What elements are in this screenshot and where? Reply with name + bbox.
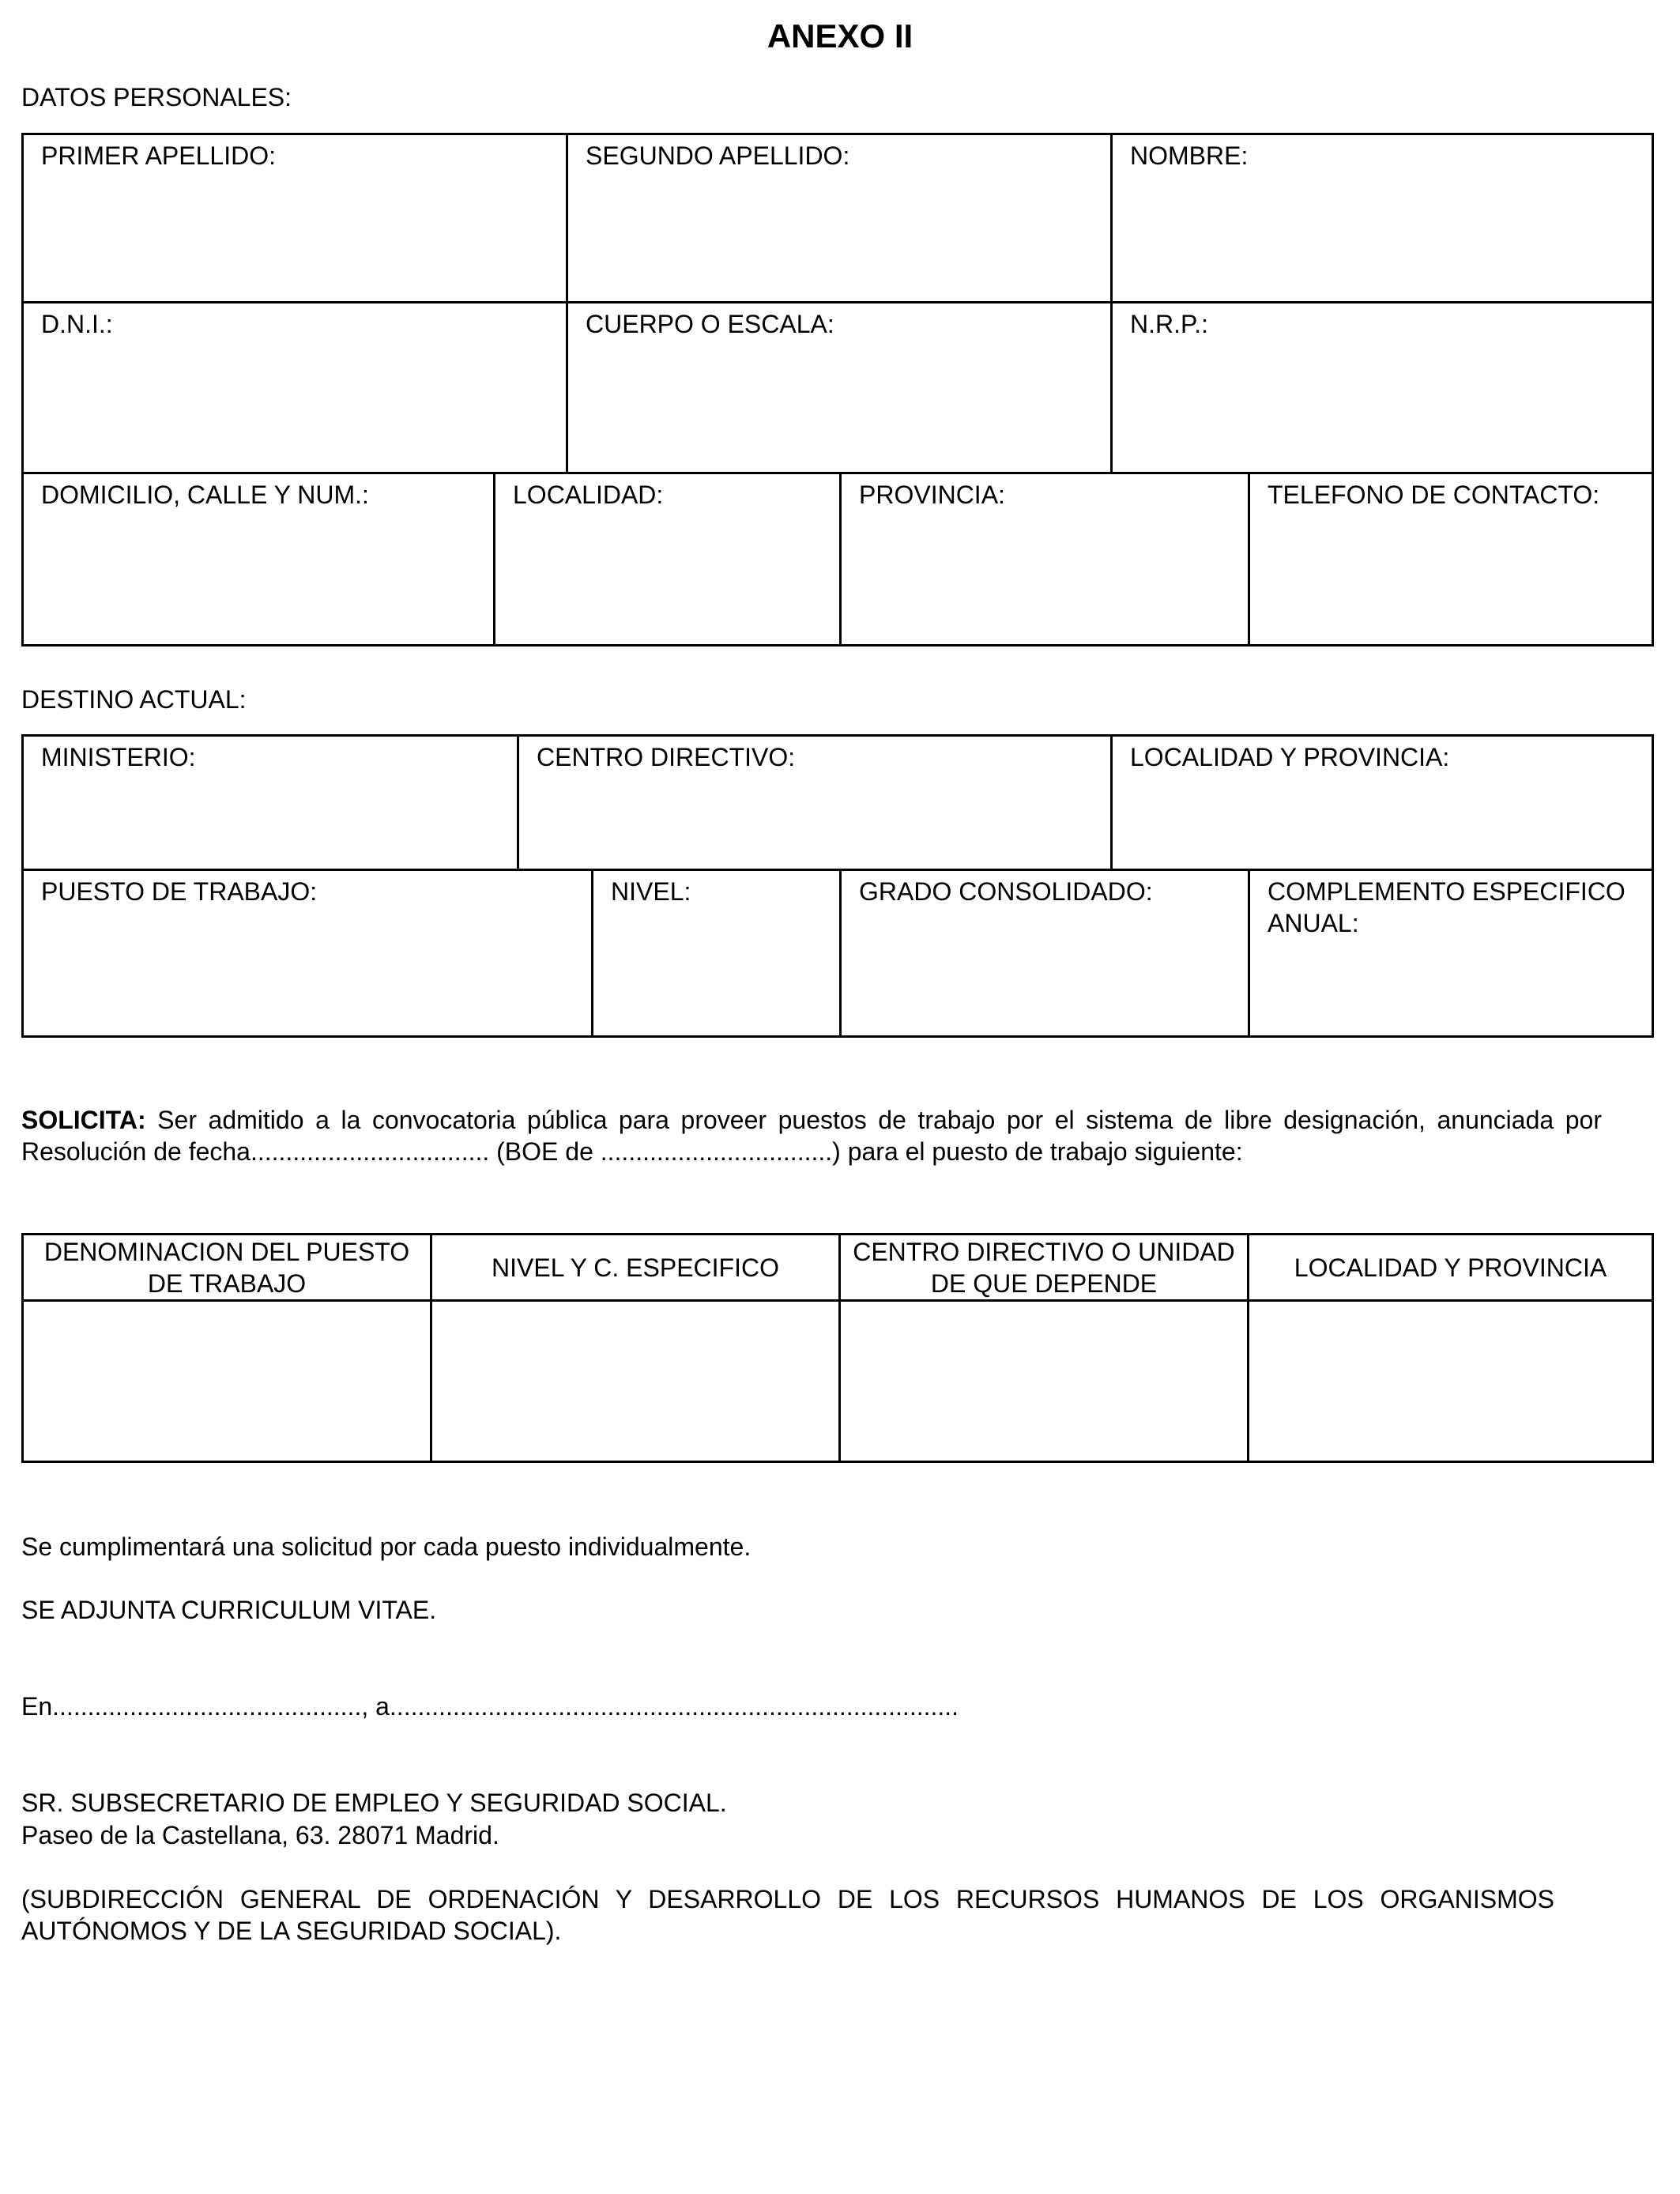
subdireccion-text: (SUBDIRECCIÓN GENERAL DE ORDENACIÓN Y DESARROLLO DE LOS RECURSOS HUMANOS DE LOS ORGANISMOS AUTÓNOMOS Y DE LA SEGURIDAD SOCIAL).	[21, 1885, 1554, 1945]
field-localidad[interactable]	[495, 474, 842, 644]
field-label: DOMICILIO, CALLE Y NUM.:	[41, 481, 369, 509]
field-label: LOCALIDAD:	[513, 481, 664, 509]
field-segundo-apellido[interactable]	[568, 135, 1113, 301]
field-label: D.N.I.:	[41, 310, 113, 338]
field-label: CUERPO O ESCALA:	[586, 310, 834, 338]
field-label: MINISTERIO:	[41, 743, 196, 771]
field-localidad-provincia[interactable]	[1113, 737, 1652, 869]
field-label: NIVEL:	[611, 877, 691, 906]
field-label: LOCALIDAD Y PROVINCIA:	[1130, 743, 1450, 771]
field-label: GRADO CONSOLIDADO:	[859, 877, 1153, 906]
addressee-line-1: SR. SUBSECRETARIO DE EMPLEO Y SEGURIDAD SOCIAL.	[21, 1789, 727, 1817]
field-label: CENTRO DIRECTIVO:	[537, 743, 796, 771]
field-label: COMPLEMENTO ESPECIFICO ANUAL:	[1268, 877, 1625, 937]
field-centro-directivo[interactable]	[519, 737, 1113, 869]
field-provincia[interactable]	[842, 474, 1250, 644]
field-nombre[interactable]	[1113, 135, 1652, 301]
field-label: SEGUNDO APELLIDO:	[586, 141, 850, 170]
place-date-line: En............................................, a.................................................................................	[21, 1692, 959, 1721]
field-label: N.R.P.:	[1130, 310, 1208, 338]
column-header: LOCALIDAD Y PROVINCIA	[1294, 1253, 1607, 1282]
column-header: NIVEL Y C. ESPECIFICO	[432, 1235, 841, 1299]
field-puesto-trabajo[interactable]	[24, 871, 593, 1035]
cell-centro-directivo[interactable]	[841, 1302, 1249, 1461]
field-label: TELEFONO DE CONTACTO:	[1268, 481, 1600, 509]
personal-row-2	[21, 303, 1654, 474]
field-nivel[interactable]	[593, 871, 842, 1035]
destino-row-2	[21, 871, 1654, 1038]
personal-data-table	[21, 133, 1654, 647]
addressee-line-2: Paseo de la Castellana, 63. 28071 Madrid.	[21, 1821, 499, 1849]
field-label: PRIMER APELLIDO:	[41, 141, 276, 170]
solicita-paragraph	[21, 1104, 1602, 1167]
cell-localidad-provincia[interactable]	[1249, 1302, 1652, 1461]
cell-denominacion[interactable]	[24, 1302, 432, 1461]
destino-row-1	[21, 734, 1654, 871]
destino-table	[21, 734, 1654, 1038]
solicita-label: SOLICITA:	[21, 1106, 146, 1134]
field-telefono[interactable]	[1250, 474, 1652, 644]
puesto-table-header	[21, 1233, 1654, 1302]
cell-nivel-especifico[interactable]	[432, 1302, 841, 1461]
field-ministerio[interactable]	[24, 737, 519, 869]
destino-heading: DESTINO ACTUAL:	[21, 685, 247, 714]
puesto-table	[21, 1233, 1654, 1463]
field-grado-consolidado[interactable]	[842, 871, 1250, 1035]
field-label: NOMBRE:	[1130, 141, 1249, 170]
field-dni[interactable]	[24, 303, 568, 472]
field-primer-apellido[interactable]	[24, 135, 568, 301]
document-title: ANEXO II	[767, 17, 913, 55]
field-label: PUESTO DE TRABAJO:	[41, 877, 318, 906]
personal-data-heading: DATOS PERSONALES:	[21, 83, 292, 111]
field-complemento-especifico[interactable]	[1250, 871, 1652, 1035]
column-header: CENTRO DIRECTIVO O UNIDAD DE QUE DEPENDE	[841, 1235, 1249, 1299]
table-row	[21, 1302, 1654, 1463]
solicita-text: Ser admitido a la convocatoria pública para proveer puestos de trabajo por el sistema de libre designación, anunciada por Resolución de fecha.................................. (BOE de .................................) para el puesto de trabajo siguiente:	[21, 1106, 1602, 1166]
column-header: DENOMINACION DEL PUESTO DE TRABAJO	[24, 1235, 432, 1299]
field-nrp[interactable]	[1113, 303, 1652, 472]
adjunta-text: SE ADJUNTA CURRICULUM VITAE.	[21, 1596, 437, 1624]
personal-row-3	[21, 474, 1654, 647]
field-domicilio[interactable]	[24, 474, 495, 644]
field-cuerpo-escala[interactable]	[568, 303, 1113, 472]
personal-row-1	[21, 133, 1654, 303]
note-text: Se cumplimentará una solicitud por cada puesto individualmente.	[21, 1532, 751, 1561]
field-label: PROVINCIA:	[859, 481, 1005, 509]
